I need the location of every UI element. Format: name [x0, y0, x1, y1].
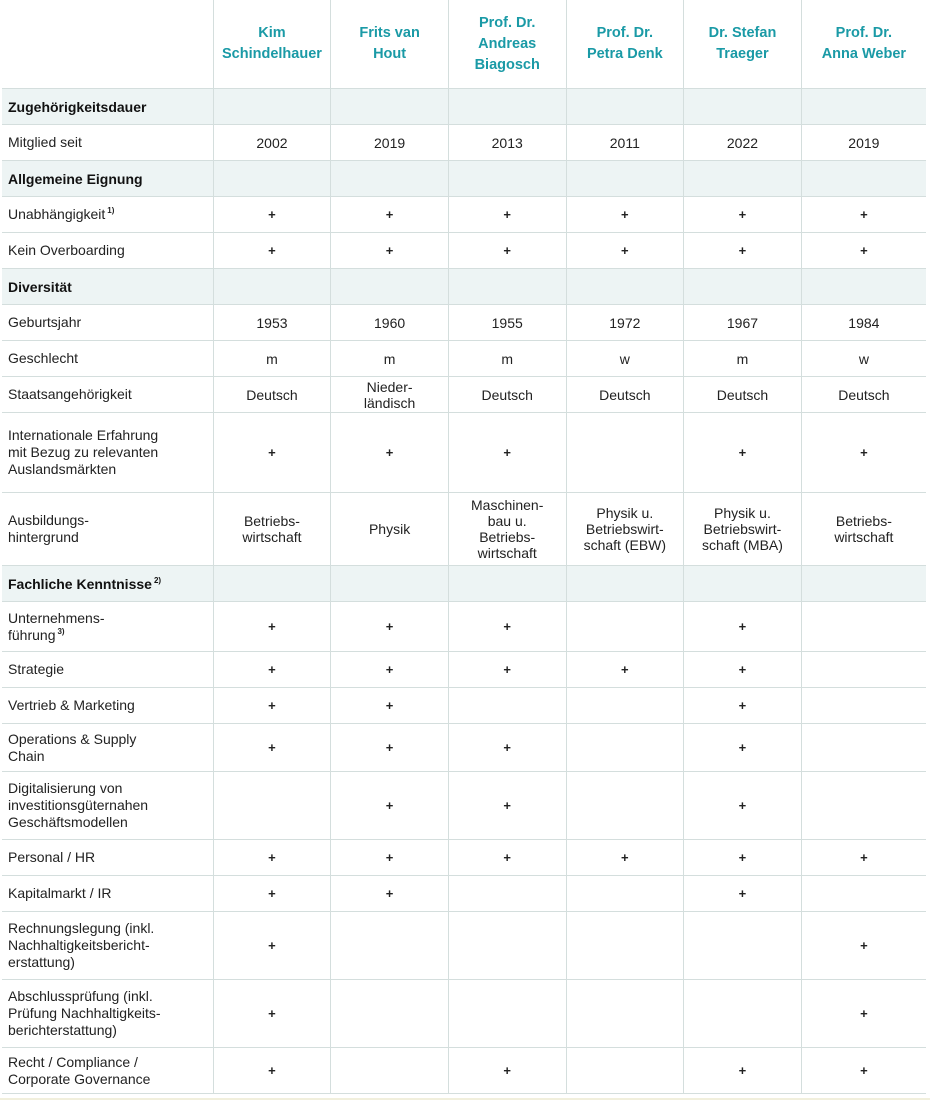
check-plus-cell: + — [331, 233, 449, 269]
criterion-label: Ausbildungs- hintergrund — [8, 512, 89, 545]
value-cell: Deutsch — [213, 377, 331, 413]
header-row — [2, 0, 926, 89]
check-plus-cell: + — [331, 724, 449, 772]
criterion-label-cell — [2, 341, 213, 377]
value-cell: m — [213, 341, 331, 377]
criterion-label-cell — [2, 233, 213, 269]
criterion-label-cell — [2, 197, 213, 233]
check-plus-cell: + — [213, 197, 331, 233]
section-empty-cell — [213, 161, 331, 197]
criterion-label-cell — [2, 688, 213, 724]
check-plus-cell: + — [448, 1048, 566, 1094]
value-cell: Physik u. Betriebswirt- schaft (EBW) — [566, 493, 684, 566]
check-plus-cell: + — [213, 688, 331, 724]
header-corner-cell — [2, 0, 213, 89]
check-plus-cell: + — [331, 652, 449, 688]
criterion-row — [2, 233, 926, 269]
section-empty-cell — [566, 566, 684, 602]
value-cell: m — [684, 341, 802, 377]
section-empty-cell — [448, 566, 566, 602]
criterion-label: Digitalisierung von investitionsgüternahen Geschäftsmodellen — [8, 780, 149, 830]
section-label-cell — [2, 89, 213, 125]
section-title: Allgemeine Eignung — [8, 170, 143, 187]
member-header — [684, 0, 802, 89]
criterion-label: Personal / HR — [8, 849, 96, 865]
value-cell: m — [448, 341, 566, 377]
criterion-label: Mitglied seit — [8, 134, 82, 150]
check-plus-cell: + — [684, 413, 802, 493]
section-label-cell — [2, 566, 213, 602]
member-header — [566, 0, 684, 89]
check-plus-cell: + — [213, 724, 331, 772]
value-cell — [213, 772, 331, 840]
section-empty-cell — [448, 161, 566, 197]
value-cell — [566, 772, 684, 840]
check-plus-cell: + — [566, 197, 684, 233]
value-cell — [331, 912, 449, 980]
check-plus-cell: + — [331, 602, 449, 652]
check-plus-cell: + — [684, 602, 802, 652]
check-plus-cell: + — [684, 652, 802, 688]
member-header — [331, 0, 449, 89]
value-cell: 2002 — [213, 125, 331, 161]
criterion-label-cell — [2, 1048, 213, 1094]
value-cell — [801, 602, 926, 652]
value-cell — [566, 602, 684, 652]
value-cell — [331, 980, 449, 1048]
check-plus-cell: + — [684, 772, 802, 840]
check-plus-cell: + — [684, 688, 802, 724]
criterion-label: Unternehmens- führung — [8, 609, 105, 643]
criterion-row — [2, 724, 926, 772]
footnote-marker: 1) — [107, 206, 115, 215]
value-cell — [684, 980, 802, 1048]
section-empty-cell — [801, 566, 926, 602]
check-plus-cell: + — [684, 197, 802, 233]
criterion-row — [2, 912, 926, 980]
criterion-label: Kapitalmarkt / IR — [8, 885, 112, 901]
value-cell: Deutsch — [801, 377, 926, 413]
value-cell — [566, 413, 684, 493]
check-plus-cell: + — [566, 652, 684, 688]
section-row — [2, 566, 926, 602]
section-title: Fachliche Kenntnisse — [8, 575, 152, 592]
value-cell — [801, 688, 926, 724]
value-cell — [801, 772, 926, 840]
value-cell — [566, 688, 684, 724]
check-plus-cell: + — [448, 197, 566, 233]
value-cell — [331, 1048, 449, 1094]
value-cell: 2011 — [566, 125, 684, 161]
section-empty-cell — [331, 269, 449, 305]
check-plus-cell: + — [801, 197, 926, 233]
check-plus-cell: + — [801, 1048, 926, 1094]
value-cell — [448, 688, 566, 724]
criterion-row — [2, 980, 926, 1048]
qualification-matrix — [2, 0, 926, 1094]
check-plus-cell: + — [213, 840, 331, 876]
member-name: Kim Schindelhauer — [221, 25, 322, 62]
criterion-row — [2, 772, 926, 840]
check-plus-cell: + — [566, 233, 684, 269]
check-plus-cell: + — [448, 840, 566, 876]
criterion-row — [2, 652, 926, 688]
section-empty-cell — [448, 89, 566, 125]
criterion-label-cell — [2, 840, 213, 876]
section-row — [2, 161, 926, 197]
section-row — [2, 269, 926, 305]
criterion-row — [2, 305, 926, 341]
section-empty-cell — [684, 89, 802, 125]
check-plus-cell: + — [213, 980, 331, 1048]
criterion-row — [2, 413, 926, 493]
value-cell: 2022 — [684, 125, 802, 161]
criterion-row — [2, 377, 926, 413]
check-plus-cell: + — [448, 413, 566, 493]
value-cell: 1955 — [448, 305, 566, 341]
criterion-label: Internationale Erfahrung mit Bezug zu relevanten Auslandsmärkten — [8, 427, 159, 477]
section-label-cell — [2, 269, 213, 305]
check-plus-cell: + — [213, 652, 331, 688]
check-plus-cell: + — [801, 413, 926, 493]
member-header — [448, 0, 566, 89]
criterion-label: Operations & Supply Chain — [8, 730, 137, 764]
check-plus-cell: + — [213, 876, 331, 912]
member-header — [213, 0, 331, 89]
section-empty-cell — [213, 89, 331, 125]
value-cell: 1953 — [213, 305, 331, 341]
criterion-label: Geburtsjahr — [8, 314, 82, 330]
value-cell — [448, 876, 566, 912]
section-empty-cell — [801, 269, 926, 305]
section-empty-cell — [566, 161, 684, 197]
criterion-label-cell — [2, 912, 213, 980]
criterion-row — [2, 688, 926, 724]
value-cell: Deutsch — [566, 377, 684, 413]
footnote-marker: 2) — [153, 575, 162, 585]
value-cell — [566, 1048, 684, 1094]
check-plus-cell: + — [801, 233, 926, 269]
value-cell — [566, 724, 684, 772]
value-cell: m — [331, 341, 449, 377]
value-cell: Betriebs- wirtschaft — [801, 493, 926, 566]
check-plus-cell: + — [448, 233, 566, 269]
value-cell — [566, 980, 684, 1048]
value-cell — [801, 724, 926, 772]
section-empty-cell — [331, 161, 449, 197]
check-plus-cell: + — [331, 840, 449, 876]
section-empty-cell — [331, 89, 449, 125]
criterion-label: Strategie — [8, 661, 65, 677]
value-cell — [684, 912, 802, 980]
value-cell: Physik — [331, 493, 449, 566]
value-cell: 2019 — [331, 125, 449, 161]
value-cell: 2013 — [448, 125, 566, 161]
criterion-label: Staatsangehörigkeit — [8, 386, 132, 402]
matrix-body — [2, 89, 926, 1094]
section-title: Diversität — [8, 278, 72, 295]
check-plus-cell: + — [801, 912, 926, 980]
check-plus-cell: + — [801, 980, 926, 1048]
criterion-label-cell — [2, 493, 213, 566]
check-plus-cell: + — [213, 413, 331, 493]
criterion-label-cell — [2, 652, 213, 688]
value-cell: w — [801, 341, 926, 377]
section-label-cell — [2, 161, 213, 197]
criterion-label-cell — [2, 305, 213, 341]
value-cell — [448, 912, 566, 980]
criterion-label: Rechnungslegung (inkl. Nachhaltigkeitsbericht- erstattung) — [8, 920, 155, 970]
check-plus-cell: + — [331, 197, 449, 233]
value-cell: Physik u. Betriebswirt- schaft (MBA) — [684, 493, 802, 566]
criterion-row — [2, 197, 926, 233]
criterion-label: Vertrieb & Marketing — [8, 697, 135, 713]
criterion-row — [2, 1048, 926, 1094]
member-name: Prof. Dr. Anna Weber — [821, 25, 907, 62]
check-plus-cell: + — [213, 912, 331, 980]
value-cell: 1967 — [684, 305, 802, 341]
value-cell: Nieder- ländisch — [331, 377, 449, 413]
criterion-label: Recht / Compliance / Corporate Governance — [8, 1053, 151, 1087]
footnote-marker: 3) — [57, 626, 65, 636]
section-empty-cell — [684, 161, 802, 197]
value-cell: 1972 — [566, 305, 684, 341]
criterion-label-cell — [2, 772, 213, 840]
value-cell: 1960 — [331, 305, 449, 341]
criterion-row — [2, 876, 926, 912]
criterion-label-cell — [2, 377, 213, 413]
section-empty-cell — [801, 89, 926, 125]
section-empty-cell — [331, 566, 449, 602]
criterion-label: Abschlussprüfung (inkl. Prüfung Nachhaltigkeits- berichterstattung) — [8, 988, 161, 1038]
section-empty-cell — [448, 269, 566, 305]
value-cell: 1984 — [801, 305, 926, 341]
value-cell — [566, 876, 684, 912]
check-plus-cell: + — [213, 1048, 331, 1094]
check-plus-cell: + — [684, 724, 802, 772]
section-empty-cell — [801, 161, 926, 197]
check-plus-cell: + — [448, 652, 566, 688]
member-name: Dr. Stefan Traeger — [708, 25, 777, 62]
criterion-label-cell — [2, 876, 213, 912]
criterion-label: Unabhängigkeit — [8, 206, 106, 222]
criterion-label-cell — [2, 125, 213, 161]
value-cell — [566, 912, 684, 980]
check-plus-cell: + — [448, 724, 566, 772]
check-plus-cell: + — [213, 233, 331, 269]
member-name: Prof. Dr. Petra Denk — [586, 25, 663, 62]
criterion-label-cell — [2, 724, 213, 772]
criterion-label-cell — [2, 413, 213, 493]
value-cell: Deutsch — [684, 377, 802, 413]
criterion-label-cell — [2, 602, 213, 652]
section-row — [2, 89, 926, 125]
check-plus-cell: + — [331, 876, 449, 912]
criterion-row — [2, 602, 926, 652]
check-plus-cell: + — [684, 1048, 802, 1094]
section-empty-cell — [566, 89, 684, 125]
check-plus-cell: + — [801, 840, 926, 876]
check-plus-cell: + — [684, 233, 802, 269]
value-cell: Betriebs- wirtschaft — [213, 493, 331, 566]
criterion-label-cell — [2, 980, 213, 1048]
check-plus-cell: + — [684, 876, 802, 912]
criterion-label: Kein Overboarding — [8, 242, 125, 258]
section-empty-cell — [684, 269, 802, 305]
value-cell: 2019 — [801, 125, 926, 161]
criterion-row — [2, 341, 926, 377]
criterion-row — [2, 840, 926, 876]
value-cell: Maschinen- bau u. Betriebs- wirtschaft — [448, 493, 566, 566]
check-plus-cell: + — [331, 413, 449, 493]
value-cell — [801, 876, 926, 912]
check-plus-cell: + — [448, 602, 566, 652]
value-cell: Deutsch — [448, 377, 566, 413]
section-empty-cell — [213, 269, 331, 305]
section-empty-cell — [566, 269, 684, 305]
check-plus-cell: + — [448, 772, 566, 840]
section-title: Zugehörigkeitsdauer — [8, 98, 147, 115]
value-cell: w — [566, 341, 684, 377]
value-cell — [801, 652, 926, 688]
check-plus-cell: + — [331, 688, 449, 724]
member-header — [801, 0, 926, 89]
criterion-label: Geschlecht — [8, 350, 79, 366]
check-plus-cell: + — [213, 602, 331, 652]
check-plus-cell: + — [566, 840, 684, 876]
value-cell — [448, 980, 566, 1048]
criterion-row — [2, 493, 926, 566]
criterion-row — [2, 125, 926, 161]
section-empty-cell — [213, 566, 331, 602]
member-name: Prof. Dr. Andreas Biagosch — [474, 14, 540, 73]
check-plus-cell: + — [684, 840, 802, 876]
member-name: Frits van Hout — [359, 25, 420, 62]
section-empty-cell — [684, 566, 802, 602]
check-plus-cell: + — [331, 772, 449, 840]
